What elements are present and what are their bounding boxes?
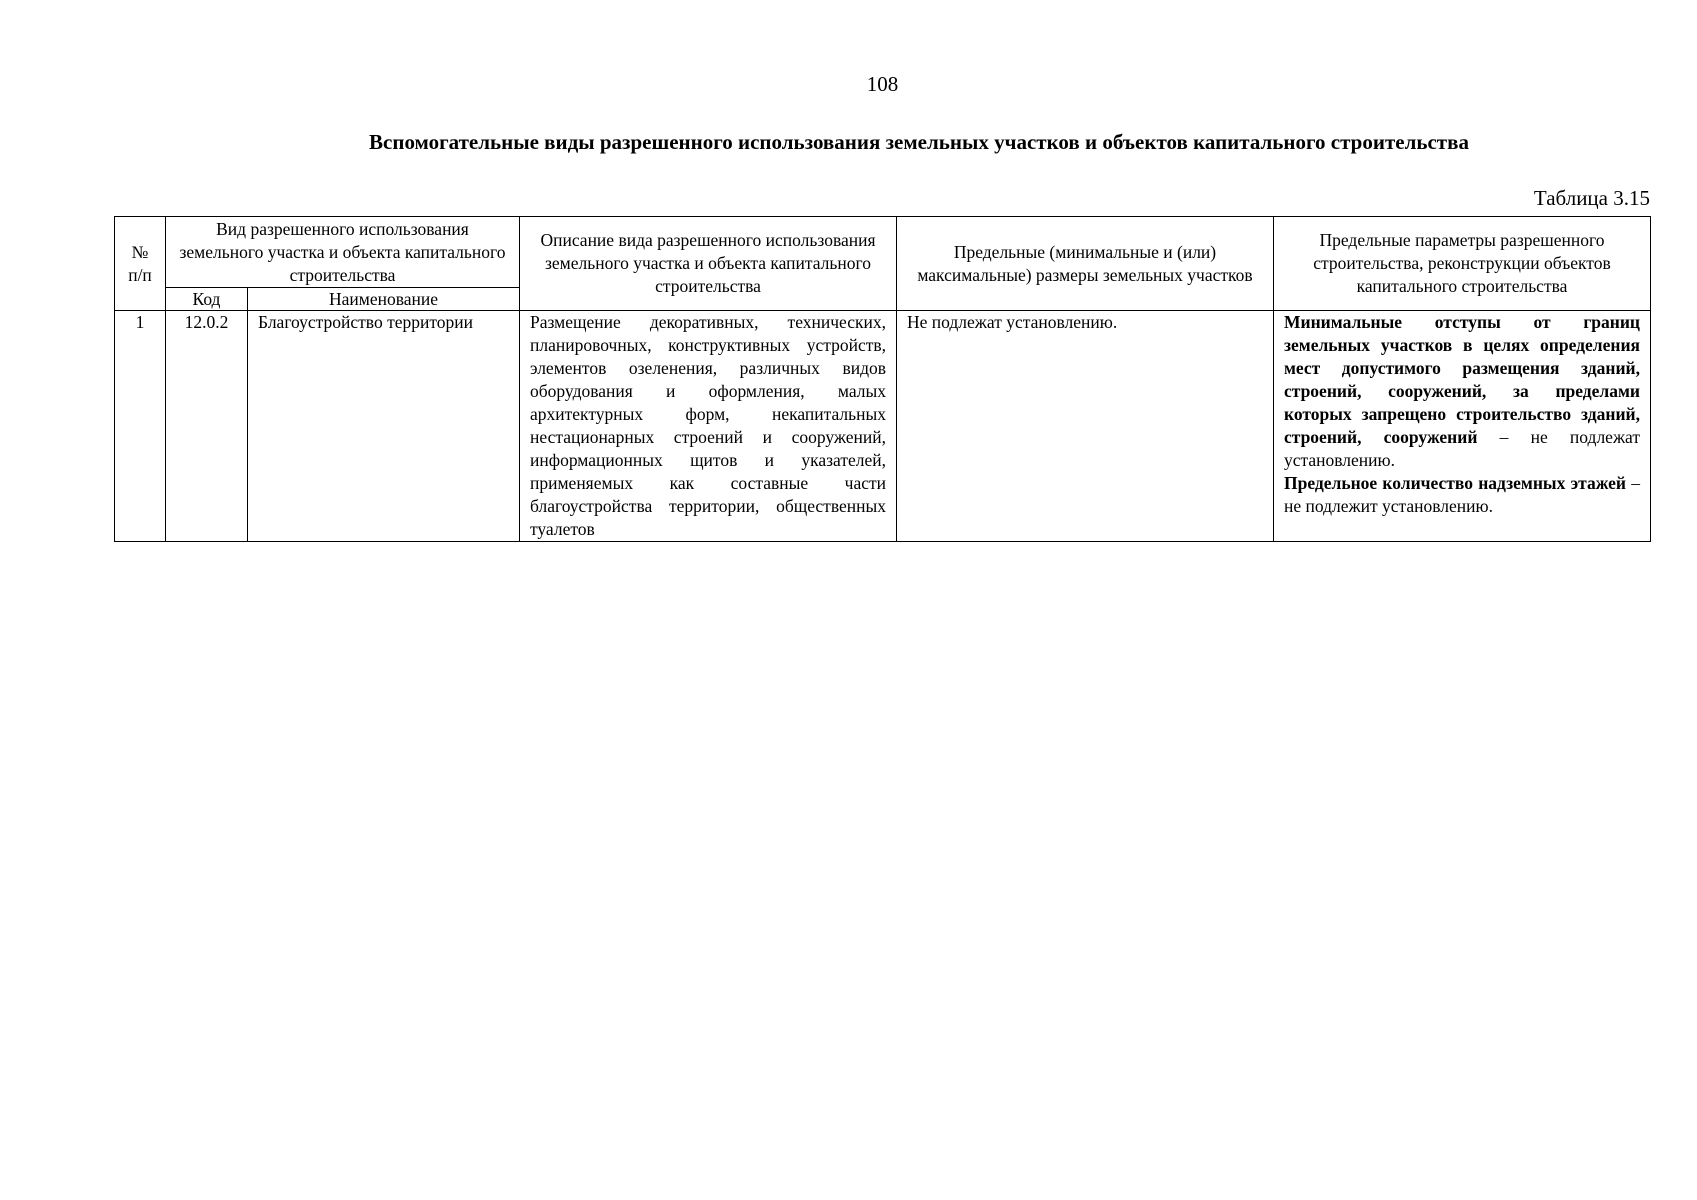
regulations-table [114, 216, 1651, 542]
table-label: Таблица 3.15 [1533, 186, 1650, 210]
params-paragraph-setbacks [1284, 311, 1640, 472]
header-num: № п/п [115, 217, 166, 311]
header-params: Предельные параметры разрешенного строительства, реконструкции объектов капитального строительства [1274, 217, 1651, 311]
cell-sizes: Не подлежат установлению. [897, 311, 1274, 542]
header-code: Код [166, 288, 248, 311]
table-row [115, 311, 1651, 542]
header-use-type: Вид разрешенного использования земельного участка и объекта капитального строительства [166, 217, 520, 288]
page-number: 108 [866, 72, 899, 96]
cell-num: 1 [115, 311, 166, 542]
document-title: Вспомогательные виды разрешенного использования земельных участков и объектов капитального строительства [369, 130, 1469, 154]
cell-description: Размещение декоративных, технических, планировочных, конструктивных устройств, элементов озеленения, различных видов оборудования и оформления, малых архитектурных форм, некапитальных нестационарных строений и сооружений, информационных щитов и указателей, применяемых как составные части благоустройства территории, общественных туалетов [520, 311, 897, 542]
params-floors-label: Предельное количество надземных этажей [1284, 473, 1627, 493]
params-setbacks-value: – не подлежат установлению. [1284, 427, 1640, 470]
cell-params [1274, 311, 1651, 542]
cell-code: 12.0.2 [166, 311, 248, 542]
header-description: Описание вида разрешенного использования земельного участка и объекта капитального строительства [520, 217, 897, 311]
params-paragraph-floors [1284, 472, 1640, 518]
header-row [115, 217, 1651, 288]
header-name: Наименование [248, 288, 520, 311]
cell-name: Благоустройство территории [248, 311, 520, 542]
params-setbacks-label: Минимальные отступы от границ земельных участков в целях определения мест допустимого размещения зданий, строений, сооружений, за пределами которых запрещено строительство зданий, строений, сооружений [1284, 312, 1640, 447]
header-sizes: Предельные (минимальные и (или) максимальные) размеры земельных участков [897, 217, 1274, 311]
params-floors-value: – не подлежит установлению. [1284, 473, 1641, 516]
